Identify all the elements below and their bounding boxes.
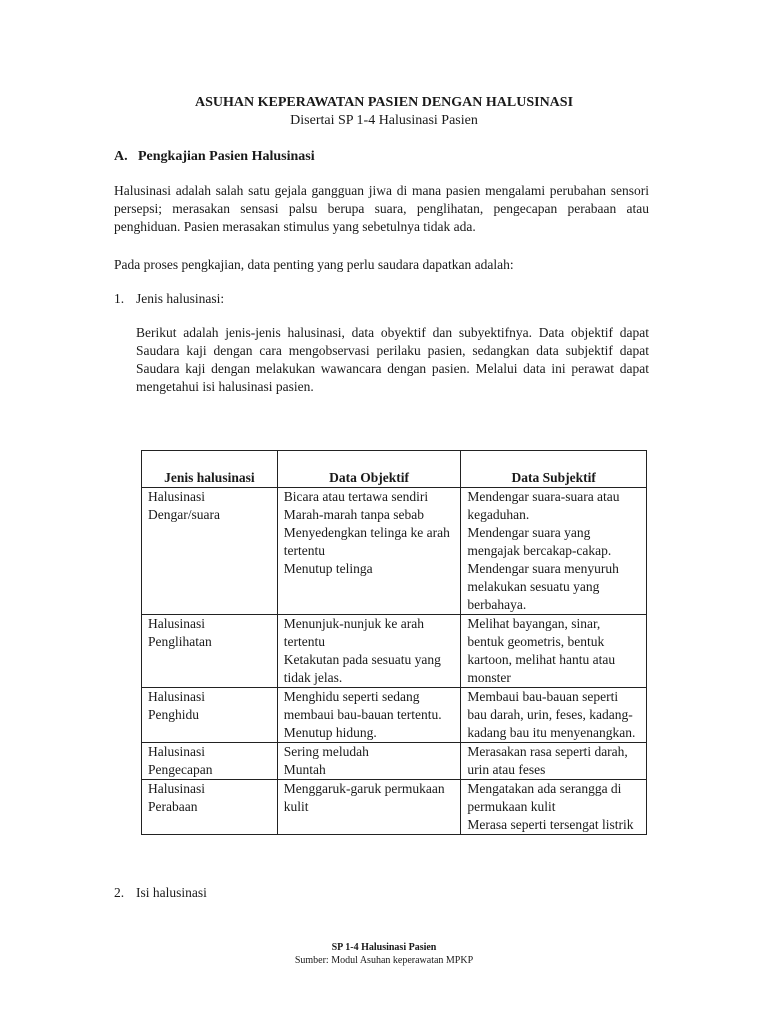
cell-jenis — [142, 488, 278, 615]
list-number: 2. — [114, 885, 125, 900]
cell-text: Merasakan rasa seperti darah, urin atau feses — [467, 744, 628, 777]
cell-jenis — [142, 615, 278, 688]
header-jenis: Jenis halusinasi — [142, 451, 278, 488]
list-text: Isi halusinasi — [136, 885, 207, 900]
table-row — [142, 743, 647, 780]
cell-text: Penglihatan — [148, 634, 212, 649]
table-row — [142, 780, 647, 835]
definition-paragraph: Halusinasi adalah salah satu gejala gangguan jiwa di mana pasien mengalami perubahan sensori persepsi; merasakan sensasi palsu berupa suara, penglihatan, pengecapan perabaan atau penghiduan. Pasien merasakan stimulus yang sebetulnya tidak ada. — [114, 183, 649, 234]
section-marker: A. — [114, 149, 128, 164]
cell-text: Muntah — [283, 762, 326, 777]
cell-objektif — [277, 743, 461, 780]
section-heading-text: Pengkajian Pasien Halusinasi — [138, 149, 315, 164]
header-subjektif: Data Subjektif — [461, 451, 647, 488]
cell-objektif — [277, 615, 461, 688]
cell-objektif — [277, 488, 461, 615]
cell-text: Mengatakan ada serangga di permukaan kulit — [467, 781, 622, 814]
table-row — [142, 688, 647, 743]
cell-text: Dengar/suara — [148, 507, 220, 522]
list-item-jenis — [114, 290, 224, 308]
cell-text: Halusinasi — [148, 781, 205, 796]
cell-text: Halusinasi — [148, 744, 205, 759]
cell-text: Halusinasi — [148, 616, 205, 631]
cell-jenis — [142, 743, 278, 780]
jenis-paragraph: Berikut adalah jenis-jenis halusinasi, data obyektif dan subyektifnya. Data objektif dapat Saudara kaji dengan cara mengobservasi perilaku pasien, sedangkan data subjektif dapat Saudara kaji dengan melakukan wawancara dengan pasien. Melalui data ini perawat dapat mengetahui isi halusinasi pasien. — [136, 325, 649, 394]
table-row — [142, 615, 647, 688]
cell-objektif — [277, 688, 461, 743]
cell-subjektif — [461, 615, 647, 688]
cell-text: Perabaan — [148, 799, 198, 814]
cell-text: Marah-marah tanpa sebab — [283, 507, 424, 522]
cell-text: Mendengar suara yang mengajak bercakap-cakap. — [467, 525, 612, 558]
cell-text: Penghidu — [148, 707, 200, 722]
cell-text: Melihat bayangan, sinar, bentuk geometris, bentuk kartoon, melihat hantu atau monster — [467, 616, 616, 685]
cell-text: Halusinasi — [148, 489, 205, 504]
cell-text: Menyedengkan telinga ke arah tertentu — [283, 525, 450, 558]
cell-text: Menutup telinga — [283, 561, 373, 576]
document-title: ASUHAN KEPERAWATAN PASIEN DENGAN HALUSINASI — [194, 95, 574, 110]
intro-paragraph: Pada proses pengkajian, data penting yang perlu saudara dapatkan adalah: — [114, 257, 514, 272]
cell-text: Sering meludah — [283, 744, 369, 759]
cell-text: Menghidu seperti sedang membaui bau-bauan tertentu. — [283, 689, 442, 722]
list-item-isi — [114, 884, 207, 902]
cell-text: Mendengar suara-suara atau kegaduhan. — [467, 489, 620, 522]
cell-subjektif — [461, 488, 647, 615]
cell-jenis — [142, 780, 278, 835]
footer-source: Sumber: Modul Asuhan keperawatan MPKP — [294, 955, 474, 966]
table-row — [142, 488, 647, 615]
cell-text: Halusinasi — [148, 689, 205, 704]
cell-text: Mendengar suara menyuruh melakukan sesuatu yang berbahaya. — [467, 561, 619, 612]
cell-text: Menunjuk-nunjuk ke arah tertentu — [283, 616, 424, 649]
header-objektif: Data Objektif — [277, 451, 461, 488]
list-number: 1. — [114, 291, 125, 306]
hallucination-table — [141, 450, 647, 835]
document-subtitle: Disertai SP 1-4 Halusinasi Pasien — [290, 113, 478, 128]
cell-jenis — [142, 688, 278, 743]
cell-text: Membaui bau-bauan seperti bau darah, urin, feses, kadang-kadang bau itu menyenangkan. — [467, 689, 636, 740]
cell-text: Bicara atau tertawa sendiri — [283, 489, 429, 504]
cell-text: Menggaruk-garuk permukaan kulit — [283, 781, 445, 814]
cell-objektif — [277, 780, 461, 835]
cell-text: Pengecapan — [148, 762, 213, 777]
table-body — [142, 488, 647, 835]
cell-text: Ketakutan pada sesuatu yang tidak jelas. — [283, 652, 441, 685]
cell-subjektif — [461, 688, 647, 743]
cell-subjektif — [461, 743, 647, 780]
table-header-row — [142, 451, 647, 488]
section-heading — [114, 148, 315, 166]
footer-title: SP 1-4 Halusinasi Pasien — [331, 942, 437, 953]
cell-text: Merasa seperti tersengat listrik — [467, 817, 634, 832]
list-text: Jenis halusinasi: — [136, 291, 225, 306]
cell-text: Menutup hidung. — [283, 725, 377, 740]
cell-subjektif — [461, 780, 647, 835]
